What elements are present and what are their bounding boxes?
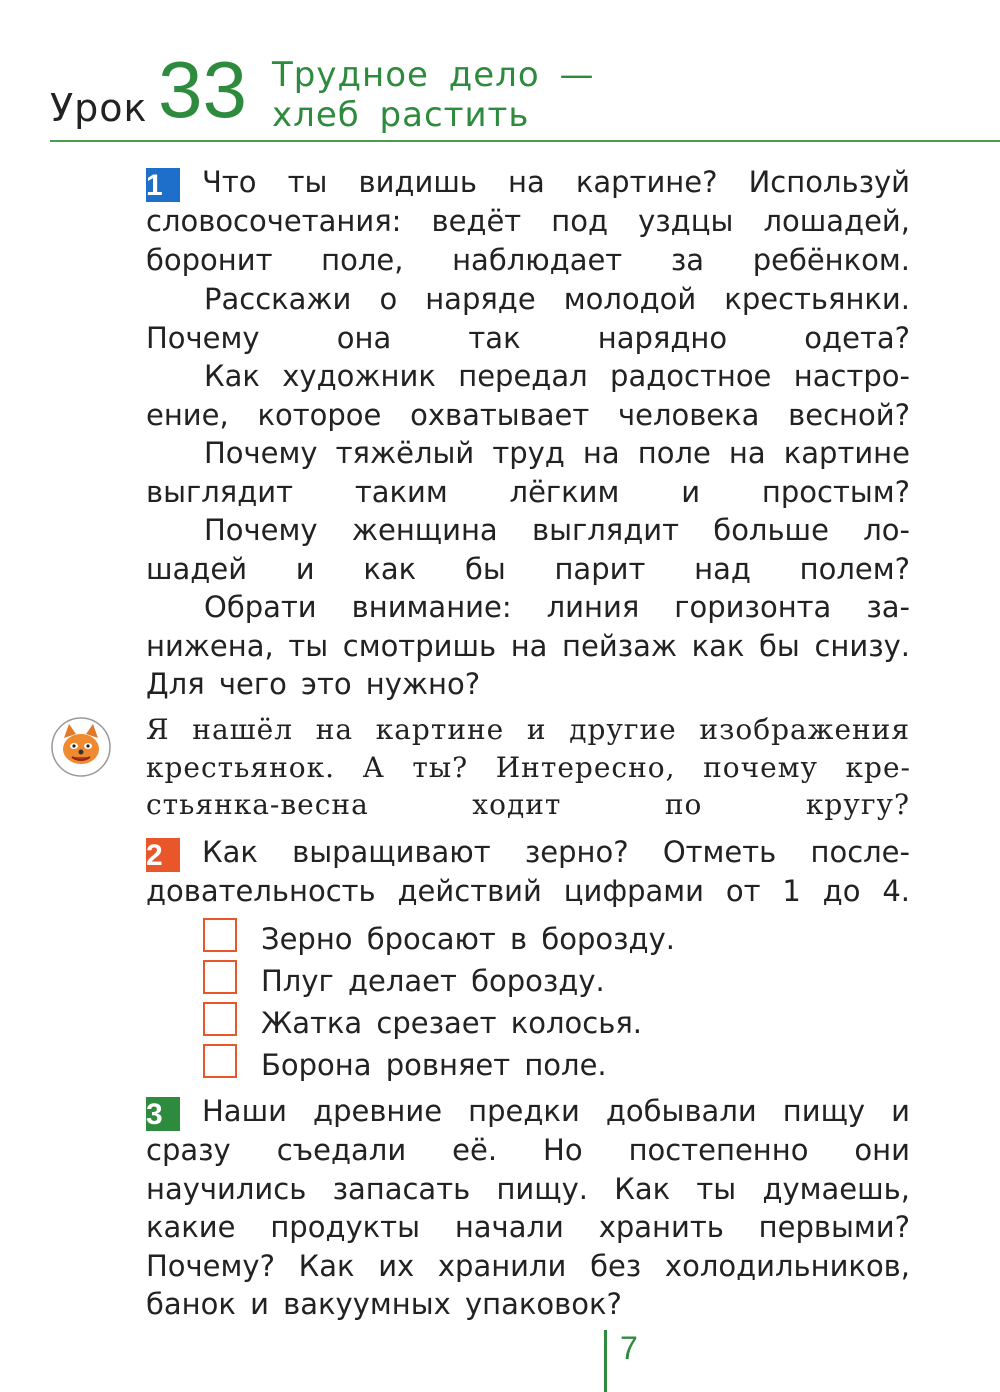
answer-box-4[interactable] <box>203 1044 237 1078</box>
task1-text-6: Обрати внимание: линия горизонта занижена, ты смотришь на пейзаж как бы снизу. Для чего это нужно? <box>146 590 910 701</box>
task1-text-4: Почему тяжёлый труд на поле на картине выглядит таким лёгким и простым? <box>146 436 910 509</box>
mascot-note-text: Я нашёл на картине и другие изображения крестьянок. А ты? Интересно, почему крестьянка-весна ходит по кругу? <box>146 713 910 821</box>
task3-text: Наши древние предки добывали пищу и сразу съедали её. Но постепенно они научились запасать пищу. Как ты думаешь, какие продукты начали хранить первыми? Почему? Как их хранили без холодильников, банок и вакуумных упаковок? <box>146 1094 910 1321</box>
answer-box-1[interactable] <box>203 918 237 952</box>
checklist-item-label: Зерно бросают в борозду. <box>261 922 675 956</box>
task2-badge: 2 <box>146 838 180 872</box>
task3-paragraph <box>146 1092 910 1324</box>
task1-paragraph-5 <box>146 511 910 588</box>
mascot-note <box>146 711 910 824</box>
lesson-title-line2: хлеб растить <box>272 95 530 135</box>
cat-mascot-icon <box>50 716 112 778</box>
lesson-word: Урок <box>50 86 148 130</box>
page-number: 7 <box>620 1330 638 1366</box>
task1-text-5: Почему женщина выглядит больше лошадей и как бы парит над полем? <box>146 513 910 586</box>
task1-paragraph-4 <box>146 434 910 511</box>
checklist-item-label: Плуг делает борозду. <box>261 964 605 998</box>
header-divider <box>50 140 1000 142</box>
lesson-title <box>272 55 595 135</box>
answer-box-2[interactable] <box>203 960 237 994</box>
task1-text-3: Как художник передал радостное настроение, которое охватывает человека весной? <box>146 359 910 432</box>
task1-paragraph-1 <box>146 163 910 279</box>
task1-badge: 1 <box>146 168 180 202</box>
lesson-header <box>0 0 1000 150</box>
page-number-divider <box>604 1330 607 1392</box>
task3-badge: 3 <box>146 1097 180 1131</box>
task2-text: Как выращивают зерно? Отметь последовательность действий цифрами от 1 до 4. <box>146 835 910 908</box>
lesson-number: 33 <box>158 45 247 134</box>
answer-box-3[interactable] <box>203 1002 237 1036</box>
task1-paragraph-3 <box>146 357 910 434</box>
task2-paragraph <box>146 833 910 911</box>
task1-text-1: Что ты видишь на картине? Используй словосочетания: ведёт под уздцы лошадей, боронит поле, наблюдает за ребёнком. <box>146 165 910 277</box>
lesson-title-line1: Трудное дело — <box>272 55 595 95</box>
task1-paragraph-2 <box>146 280 910 357</box>
checklist-item-label: Борона ровняет поле. <box>261 1048 607 1082</box>
task1-paragraph-6 <box>146 588 910 704</box>
task1-text-2: Расскажи о наряде молодой крестьянки. Почему она так нарядно одета? <box>146 282 910 355</box>
checklist-item-label: Жатка срезает колосья. <box>261 1006 642 1040</box>
